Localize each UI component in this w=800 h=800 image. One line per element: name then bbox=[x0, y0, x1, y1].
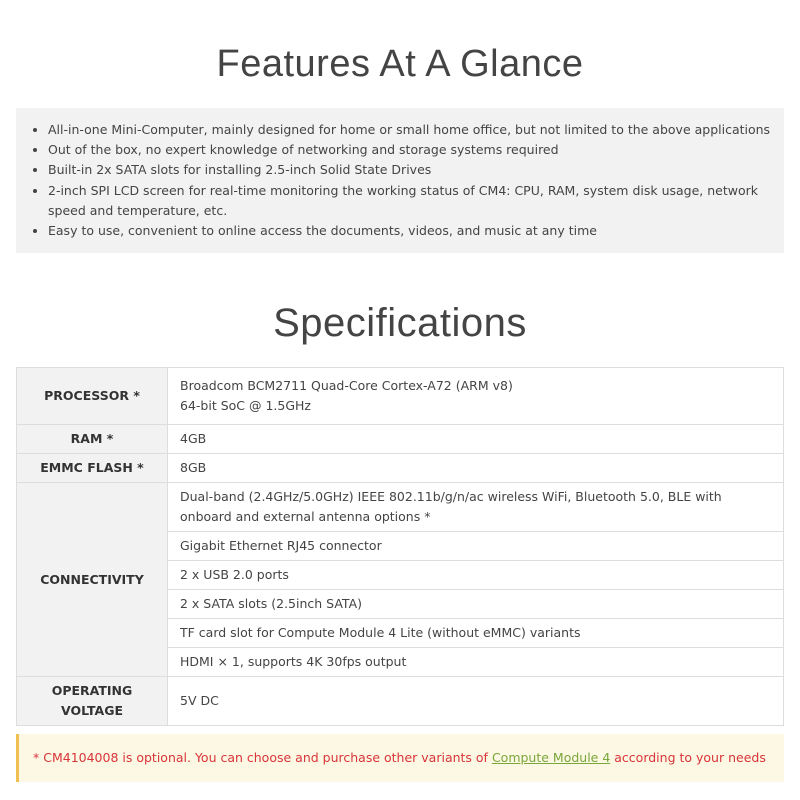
connectivity-label: CONNECTIVITY bbox=[17, 483, 168, 677]
voltage-label-line2: VOLTAGE bbox=[60, 703, 123, 718]
voltage-label bbox=[17, 677, 168, 726]
features-list-box bbox=[16, 108, 784, 253]
specifications-table bbox=[16, 367, 784, 726]
emmc-value: 8GB bbox=[168, 454, 784, 483]
connectivity-value: 2 x SATA slots (2.5inch SATA) bbox=[168, 590, 784, 619]
feature-item: • All-in-one Mini-Computer, mainly designed for home or small home office, but not limited to the above applications bbox=[48, 120, 784, 140]
feature-item: • Built-in 2x SATA slots for installing 2.5-inch Solid State Drives bbox=[48, 160, 784, 180]
emmc-label: EMMC FLASH * bbox=[17, 454, 168, 483]
processor-label: PROCESSOR * bbox=[17, 368, 168, 425]
ram-label: RAM * bbox=[17, 425, 168, 454]
table-row-connectivity bbox=[17, 483, 784, 532]
table-row-ram bbox=[17, 425, 784, 454]
note-suffix: according to your needs bbox=[610, 750, 766, 765]
feature-item: • Out of the box, no expert knowledge of networking and storage systems required bbox=[48, 140, 784, 160]
note-prefix: * CM4104008 is optional. You can choose and purchase other variants of bbox=[33, 750, 492, 765]
connectivity-value: Dual-band (2.4GHz/5.0GHz) IEEE 802.11b/g/n/ac wireless WiFi, Bluetooth 5.0, BLE with onboard and external antenna options * bbox=[168, 483, 784, 532]
table-row-voltage bbox=[17, 677, 784, 726]
connectivity-value: TF card slot for Compute Module 4 Lite (without eMMC) variants bbox=[168, 619, 784, 648]
features-heading: Features At A Glance bbox=[216, 43, 584, 85]
processor-value-line2: 64-bit SoC @ 1.5GHz bbox=[180, 398, 311, 413]
connectivity-value: 2 x USB 2.0 ports bbox=[168, 561, 784, 590]
ram-value: 4GB bbox=[168, 425, 784, 454]
processor-value bbox=[168, 368, 784, 425]
feature-item: • 2-inch SPI LCD screen for real-time monitoring the working status of CM4: CPU, RAM, system disk usage, network speed and temperature, etc. bbox=[48, 181, 784, 221]
feature-item: • Easy to use, convenient to online access the documents, videos, and music at any time bbox=[48, 221, 784, 241]
voltage-value: 5V DC bbox=[168, 677, 784, 726]
connectivity-value: HDMI × 1, supports 4K 30fps output bbox=[168, 648, 784, 677]
variant-note bbox=[16, 734, 784, 782]
compute-module-4-link[interactable]: Compute Module 4 bbox=[491, 750, 611, 765]
specifications-heading: Specifications bbox=[273, 301, 527, 345]
features-list bbox=[16, 108, 784, 241]
processor-value-line1: Broadcom BCM2711 Quad-Core Cortex-A72 (ARM v8) bbox=[180, 378, 513, 393]
voltage-label-line1: OPERATING bbox=[51, 683, 133, 698]
table-row-emmc bbox=[17, 454, 784, 483]
table-row-processor bbox=[17, 368, 784, 425]
connectivity-value: Gigabit Ethernet RJ45 connector bbox=[168, 532, 784, 561]
